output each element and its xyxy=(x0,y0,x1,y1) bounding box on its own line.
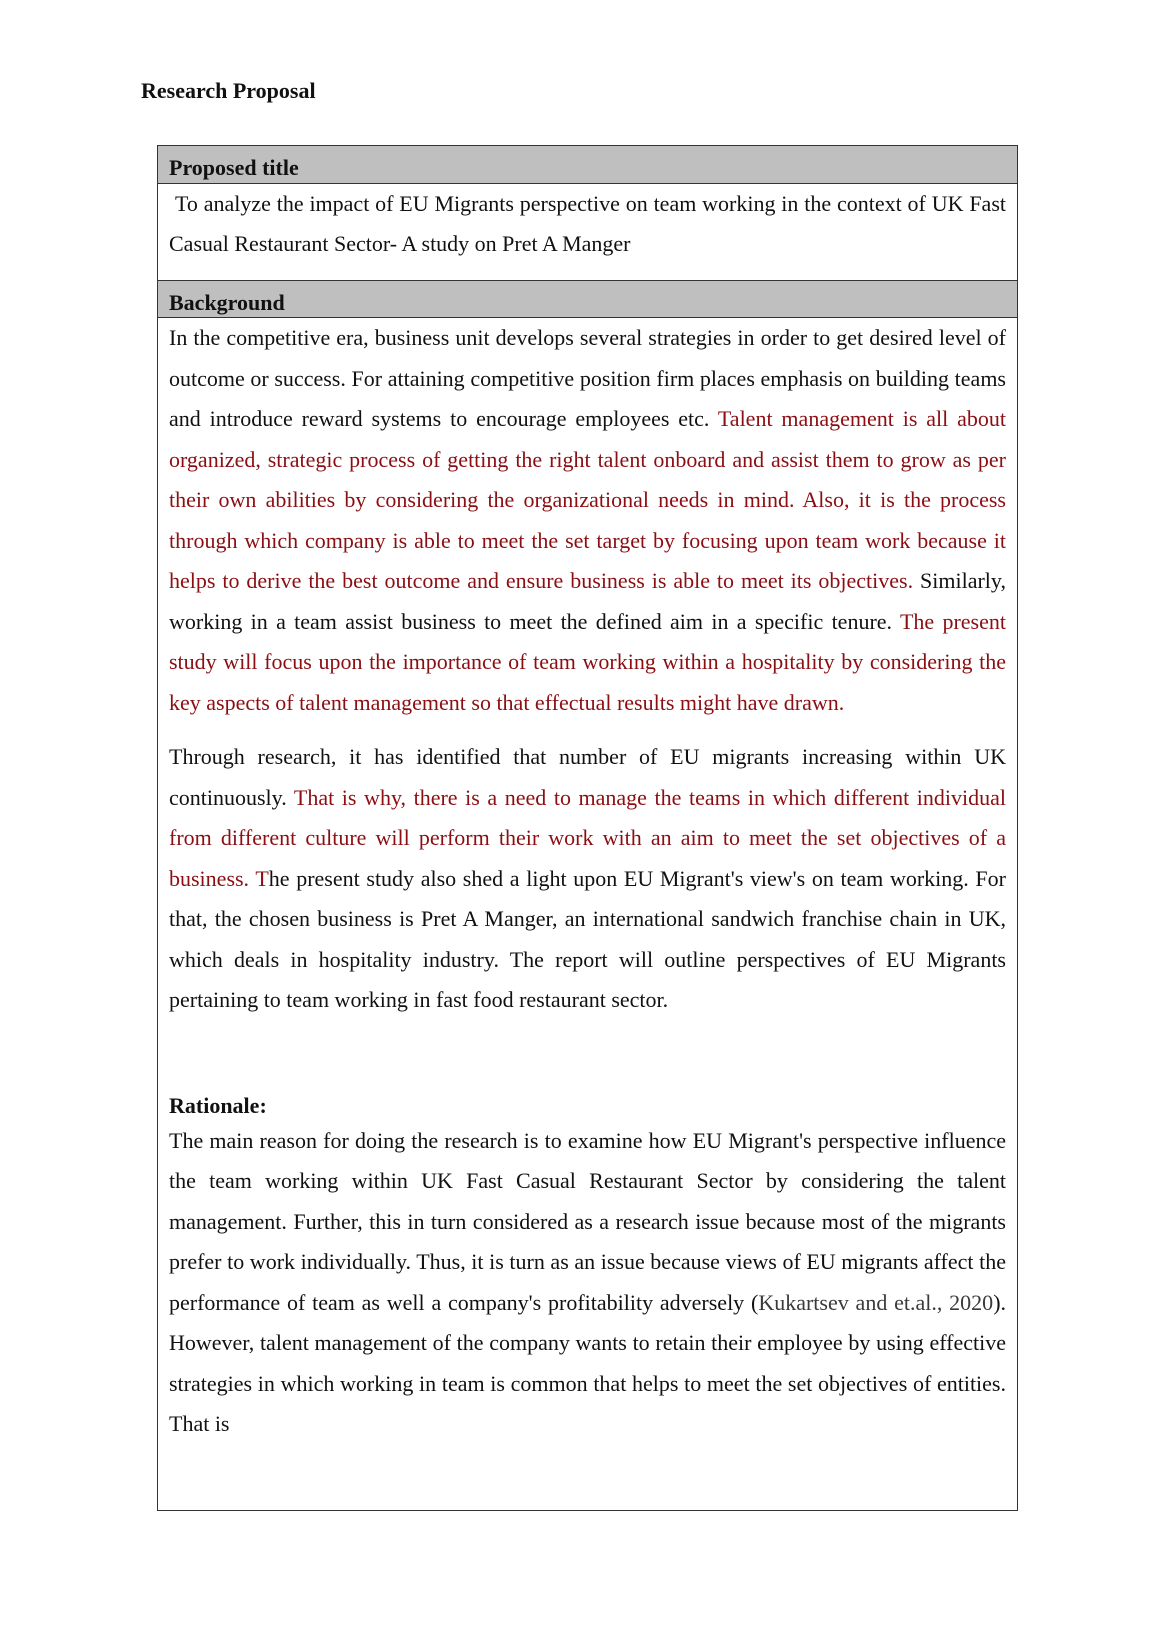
background-cell xyxy=(158,318,1017,1445)
background-p2-part-1: Through research, it has identified that number of EU migrants increasing within UK continuously. xyxy=(169,744,1006,810)
rationale-citation: Kukartsev and et.al., 2020 xyxy=(758,1289,994,1315)
rationale-text-2: ). However, talent management of the company wants to retain their employee by using effective strategies in which working in team is common that helps to meet the set objectives of entities. That is xyxy=(169,1289,1007,1436)
rationale-text-1: The main reason for doing the research is to examine how EU Migrant's perspective influence the team working within UK Fast Casual Restaurant Sector by considering the talent management. Further, this in turn considered as a research issue because most of the migrants prefer to work individually. Thus, it is turn as an issue because views of EU migrants affect the performance of team as well a company's profitability adversely ( xyxy=(169,1127,1006,1315)
rationale-paragraph xyxy=(158,1121,1017,1445)
proposed-title-text: To analyze the impact of EU Migrants perspective on team working in the context of UK Fast Casual Restaurant Sector- A study on Pret A Manger xyxy=(169,191,1006,256)
proposed-title-cell xyxy=(158,184,1017,280)
background-p1-part-2: Similarly, working in a team assist business to meet the defined aim in a specific tenure. xyxy=(169,568,1006,634)
background-p1-part-1: In the competitive era, business unit develops several strategies in order to get desired level of outcome or success. For attaining competitive position firm places emphasis on building teams and introduce reward systems to encourage employees etc. xyxy=(169,325,1006,431)
background-header: Background xyxy=(158,280,1017,318)
proposed-title-header: Proposed title xyxy=(158,146,1017,184)
rationale-heading: Rationale: xyxy=(169,1092,267,1118)
background-p1-highlight-1: Talent management is all about organized, strategic process of getting the right talent onboard and assist them to grow as per their own abilities by considering the organizational needs in mind. Also, it is the process through which company is able to meet the set target by focusing upon team work because it helps to derive the best outcome and ensure business is able to meet its objectives. xyxy=(169,406,1006,593)
background-p1-highlight-2: The present study will focus upon the importance of team working within a hospitality by considering the key aspects of talent management so that effectual results might have drawn. xyxy=(169,608,1006,715)
document-heading: Research Proposal xyxy=(141,78,316,103)
proposal-table xyxy=(157,145,1018,1511)
background-paragraph-1 xyxy=(158,318,1017,723)
background-paragraph-2 xyxy=(158,737,1017,1021)
background-p2-part-2: he present study also shed a light upon EU Migrant's view's on team working. For that, the chosen business is Pret A Manger, an international sandwich franchise chain in UK, which deals in hospitality industry. The report will outline perspectives of EU Migrants pertaining to team working in fast food restaurant sector. xyxy=(169,865,1006,1012)
background-p2-highlight: That is why, there is a need to manage the teams in which different individual from different culture will perform their work with an aim to meet the set objectives of a business. T xyxy=(169,784,1006,891)
paragraph-spacer xyxy=(158,723,1017,737)
